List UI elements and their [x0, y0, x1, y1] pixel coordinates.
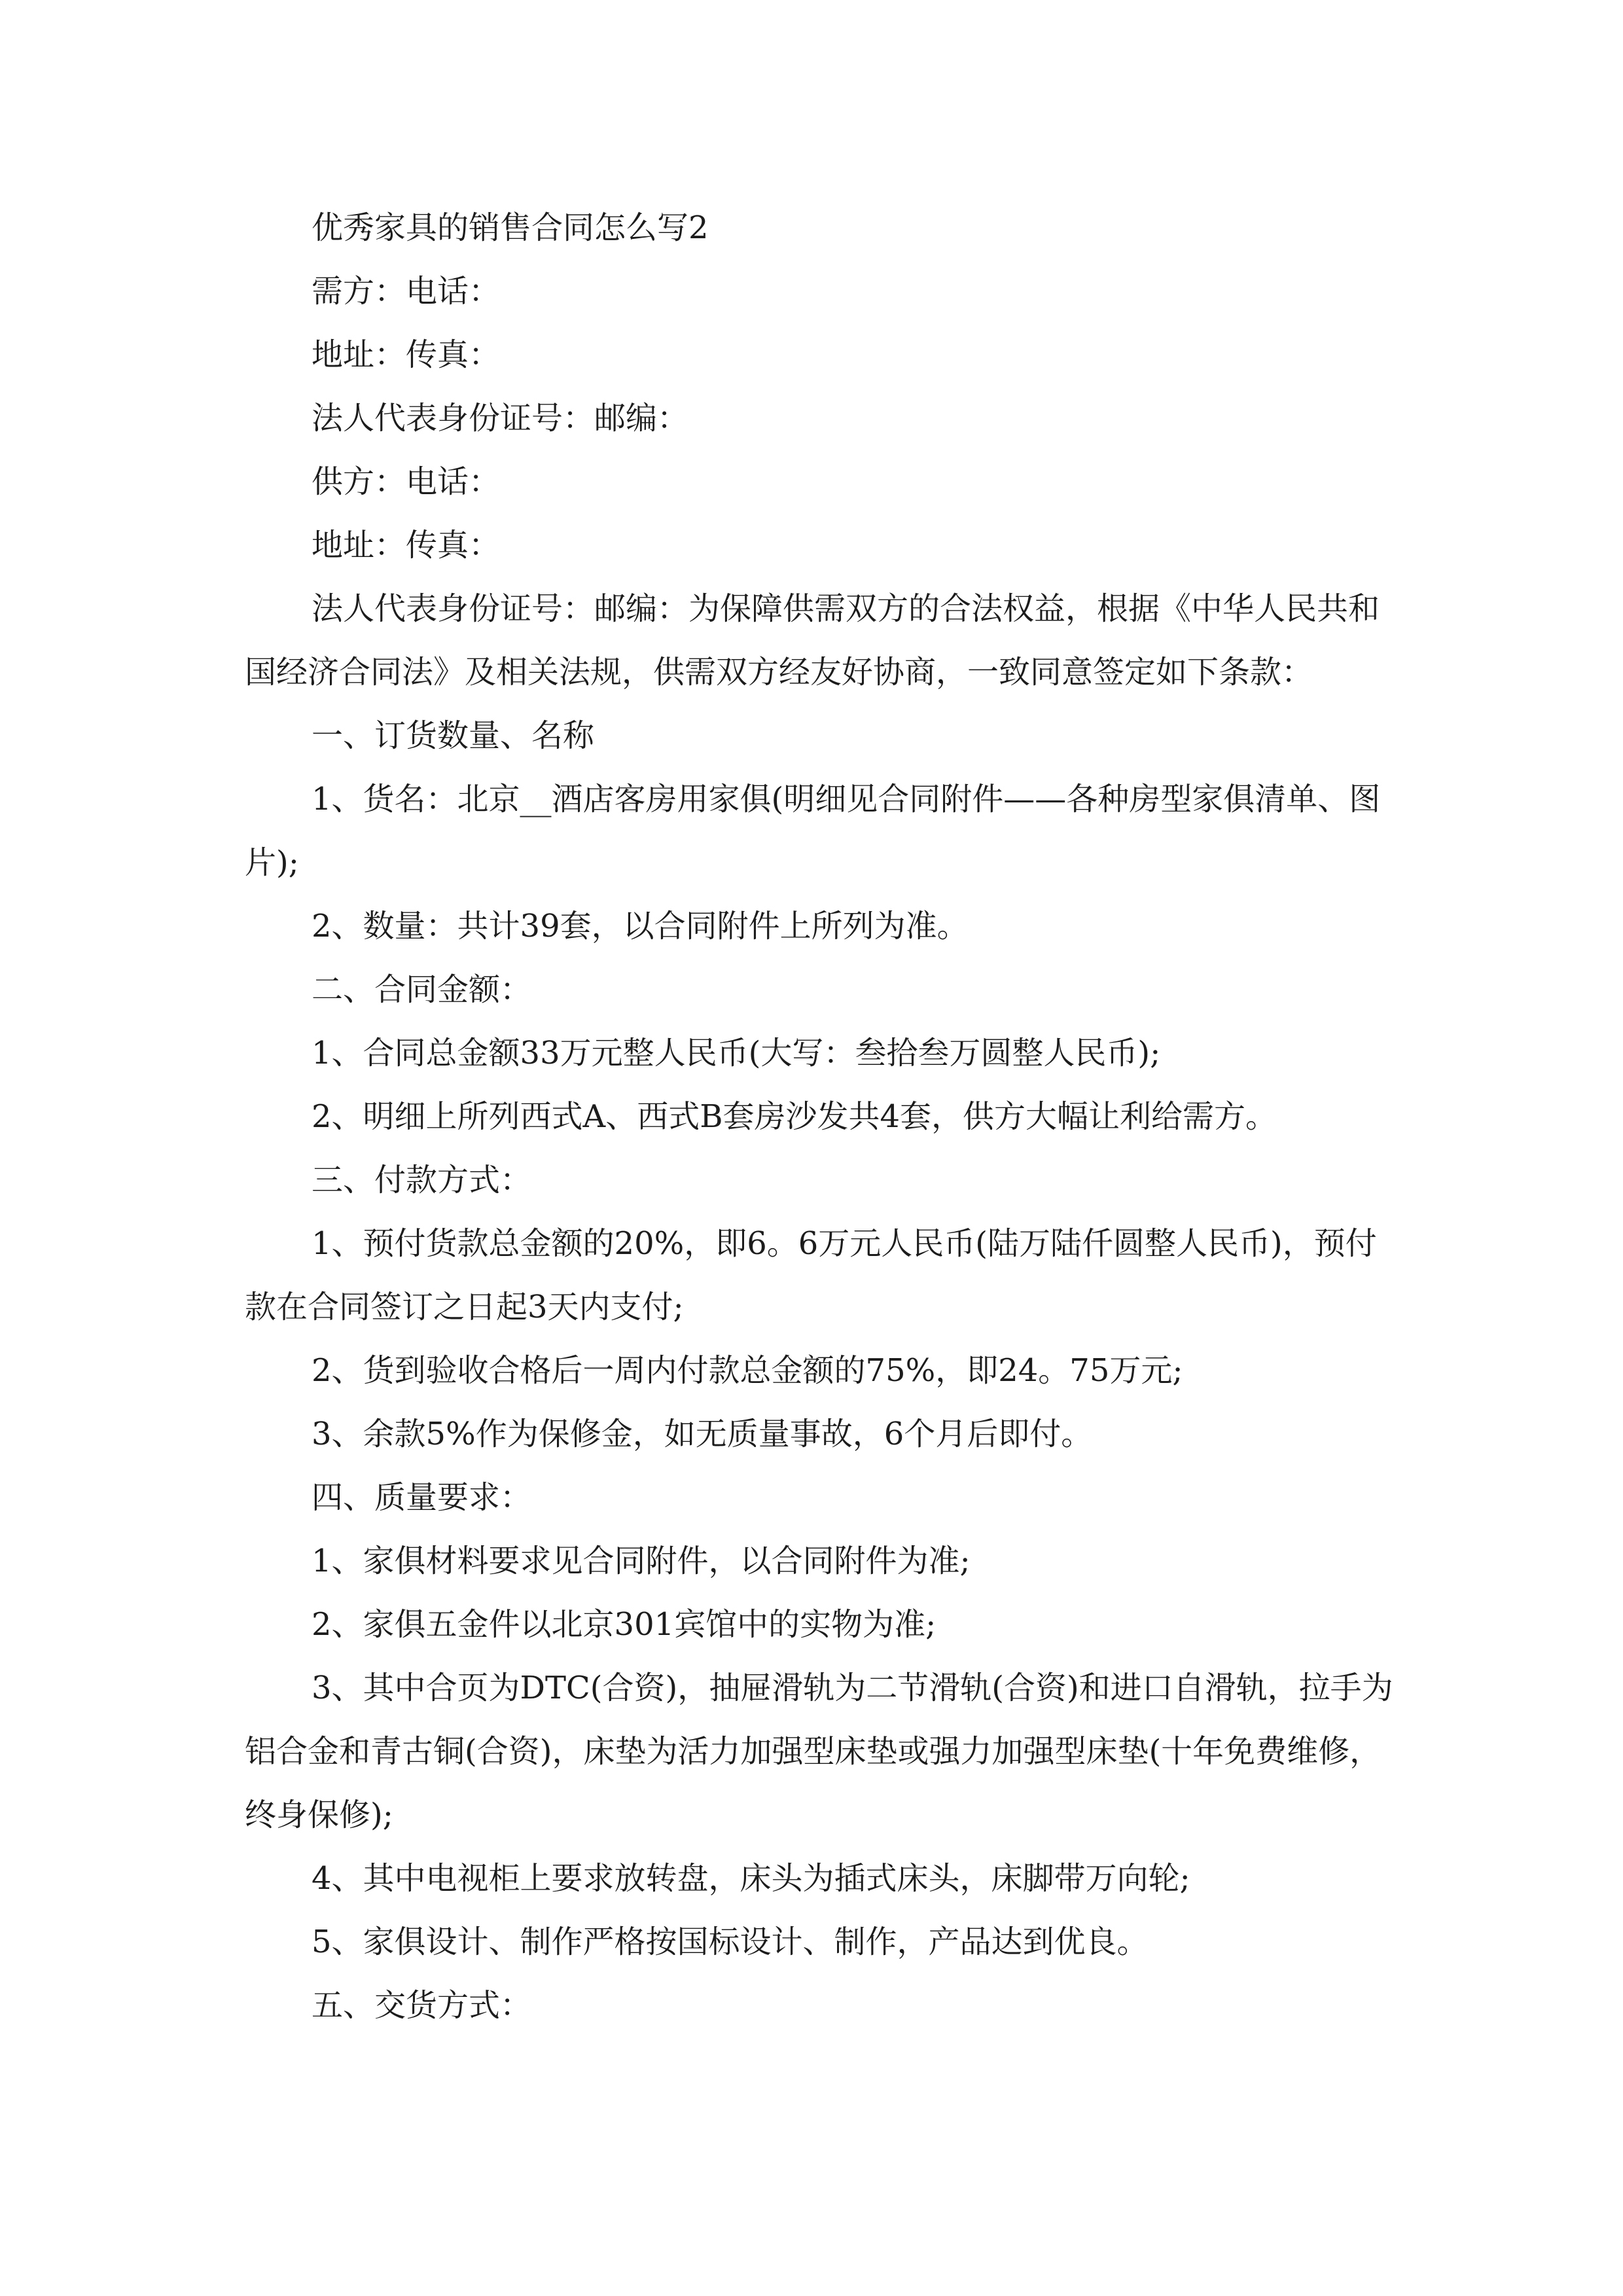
section-heading-2: 二、合同金额：	[312, 971, 532, 1008]
section-heading-5: 五、交货方式：	[312, 1987, 532, 2024]
clause-4-2: 2、家俱五金件以北京301宾馆中的实物为准;	[312, 1606, 936, 1643]
clause-2-1: 1、合同总金额33万元整人民币(大写：叁拾叁万圆整人民币);	[312, 1035, 1161, 1071]
document-body	[245, 196, 1394, 2037]
supplier-phone-line: 供方：电话：	[312, 463, 501, 500]
clause-4-3: 3、其中合页为DTC(合资)，抽屉滑轨为二节滑轨(合资)和进口自滑轨，拉手为铝合金和青古铜(合资)，床垫为活力加强型床垫或强力加强型床垫(十年免费维修，终身保修);	[245, 1670, 1393, 1833]
preamble-paragraph: 法人代表身份证号：邮编：为保障供需双方的合法权益，根据《中华人民共和国经济合同法》及相关法规，供需双方经友好协商，一致同意签定如下条款：	[245, 590, 1380, 691]
buyer-id-postcode-line: 法人代表身份证号：邮编：	[312, 400, 689, 437]
clause-1-2: 2、数量：共计39套，以合同附件上所列为准。	[312, 908, 969, 944]
buyer-address-fax-line: 地址：传真：	[312, 336, 501, 373]
clause-4-1: 1、家俱材料要求见合同附件，以合同附件为准;	[312, 1543, 971, 1579]
clause-4-4: 4、其中电视柜上要求放转盘，床头为插式床头，床脚带万向轮;	[312, 1860, 1190, 1897]
clause-3-2: 2、货到验收合格后一周内付款总金额的75%，即24。75万元;	[312, 1352, 1183, 1389]
clause-3-3: 3、余款5%作为保修金，如无质量事故，6个月后即付。	[312, 1416, 1093, 1452]
section-heading-1: 一、订货数量、名称	[312, 717, 595, 754]
clause-3-1: 1、预付货款总金额的20%，即6。6万元人民币(陆万陆仟圆整人民币)，预付款在合同签订之日起3天内支付;	[245, 1225, 1377, 1325]
section-heading-4: 四、质量要求：	[312, 1479, 532, 1516]
section-heading-3: 三、付款方式：	[312, 1162, 532, 1198]
document-title: 优秀家具的销售合同怎么写2	[312, 209, 709, 246]
clause-2-2: 2、明细上所列西式A、西式B套房沙发共4套，供方大幅让利给需方。	[312, 1098, 1277, 1135]
buyer-phone-line: 需方：电话：	[312, 273, 501, 310]
supplier-address-fax-line: 地址：传真：	[312, 527, 501, 564]
clause-1-1: 1、货名：北京__酒店客房用家俱(明细见合同附件——各种房型家俱清单、图片);	[245, 781, 1381, 881]
clause-4-5: 5、家俱设计、制作严格按国标设计、制作，产品达到优良。	[312, 1924, 1149, 1960]
